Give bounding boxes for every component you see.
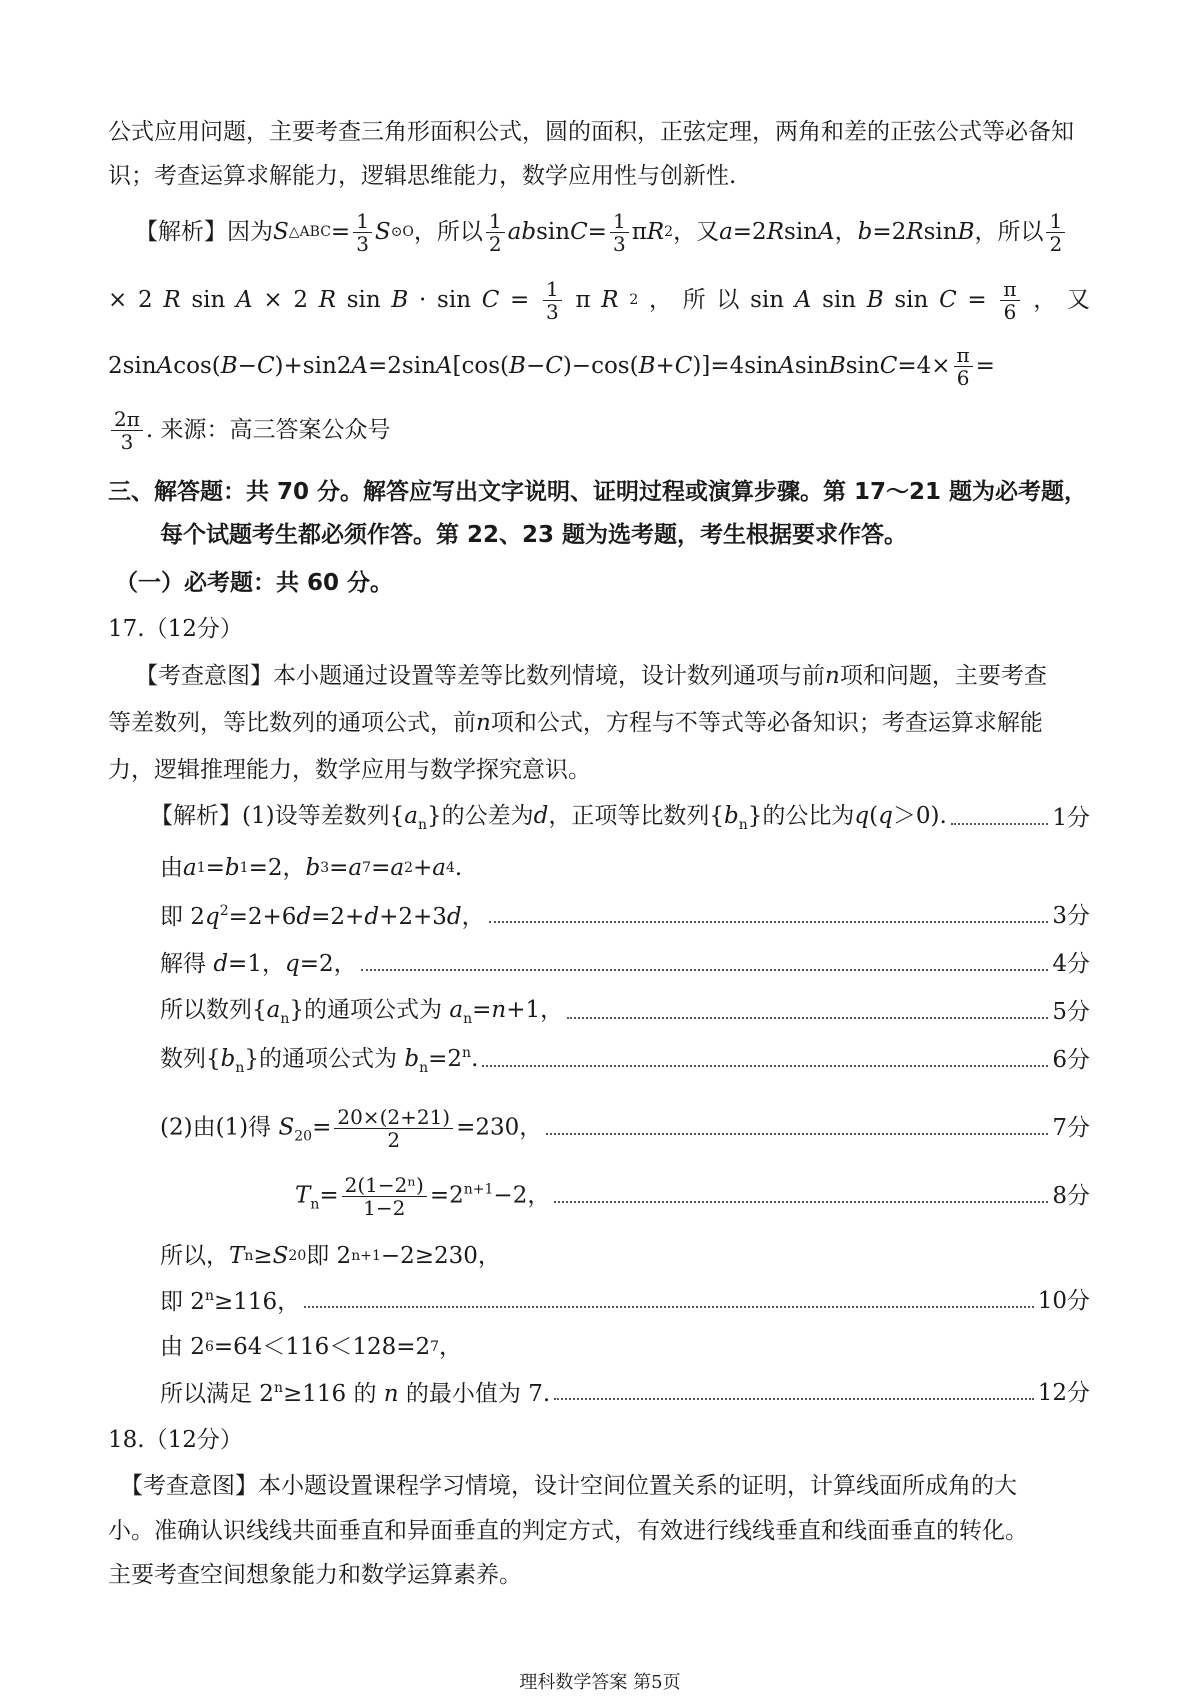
text-line xyxy=(108,402,1090,458)
math-superscript: 2 xyxy=(219,902,229,919)
math-fraction xyxy=(334,1104,453,1152)
text-run: =2+ xyxy=(311,903,365,930)
text-run: π xyxy=(631,218,647,245)
text-run: ， xyxy=(439,1333,463,1360)
math-variable: R xyxy=(318,286,337,313)
math-variable: A xyxy=(236,286,253,313)
math-variable: a xyxy=(404,802,418,829)
fraction-denominator: 6 xyxy=(956,365,970,390)
math-subscript: 20 xyxy=(294,1128,313,1144)
solution-line xyxy=(295,1166,1090,1226)
text-run: sin xyxy=(822,286,857,313)
solution-line xyxy=(160,1098,1090,1158)
math-variable: C xyxy=(256,352,275,379)
math-variable: d xyxy=(364,903,380,930)
line-text xyxy=(160,996,564,1027)
math-variable: b xyxy=(404,1045,420,1072)
text-run: = xyxy=(472,996,492,1023)
score-points: 8分 xyxy=(1052,1182,1090,1209)
math-variable: ab xyxy=(507,218,537,245)
math-fraction xyxy=(486,208,505,256)
text-run: ，又 xyxy=(673,218,720,245)
math-variable: b xyxy=(224,854,240,881)
text-run: = xyxy=(587,218,607,245)
math-superscript: 6 xyxy=(204,1339,214,1355)
dotted-leader xyxy=(567,1017,1048,1019)
text-run: 由 xyxy=(160,854,183,881)
fraction-numerator: 1 xyxy=(1046,211,1065,233)
line-text xyxy=(160,950,357,977)
score-points: 7分 xyxy=(1052,1114,1090,1141)
fraction-numerator: 2π xyxy=(111,409,143,431)
line-text xyxy=(160,904,485,929)
math-variable: d xyxy=(533,802,549,829)
math-variable: b xyxy=(723,802,739,829)
math-fraction xyxy=(353,208,372,256)
text-run: 每个试题考生都必须作答。第 22、23 题为选考题，考生根据要求作答。 xyxy=(160,521,908,548)
text-run: sin xyxy=(784,218,818,245)
math-variable: B xyxy=(957,218,975,245)
text-run: ≥ xyxy=(253,1242,273,1269)
text-run: 所以数列{ xyxy=(160,996,267,1023)
text-run: 等差数列，等比数列的通项公式，前 xyxy=(108,709,476,736)
text-run: )+sin2 xyxy=(274,352,352,379)
math-variable: b xyxy=(857,218,873,245)
math-fraction xyxy=(543,276,562,324)
text-run: =2 xyxy=(732,218,767,245)
text-run: （一）必考题：共 60 分。 xyxy=(115,569,394,596)
math-variable: q xyxy=(284,950,300,977)
fraction-numerator: 1 xyxy=(353,211,372,233)
math-variable: q xyxy=(204,903,220,930)
math-variable: C xyxy=(674,352,693,379)
math-subscript: 1 xyxy=(239,860,249,876)
math-subscript: 3 xyxy=(320,860,330,876)
text-run: =4× xyxy=(897,352,951,379)
text-run: ，所以 xyxy=(413,218,483,245)
math-variable: a xyxy=(719,218,733,245)
math-variable: a xyxy=(183,854,197,881)
math-subscript: n xyxy=(738,816,748,833)
math-variable: A xyxy=(351,352,369,379)
math-subscript: n xyxy=(310,1196,320,1212)
text-run: · xyxy=(419,286,427,313)
math-superscript: n+1 xyxy=(351,1248,381,1264)
text-run: sin xyxy=(794,352,829,379)
math-fraction xyxy=(954,342,973,390)
math-variable: B xyxy=(509,352,526,379)
text-run: = xyxy=(967,286,987,313)
text-line xyxy=(108,112,1090,152)
text-run: . xyxy=(454,854,463,881)
text-line xyxy=(108,156,1090,196)
text-run: 2sin xyxy=(108,352,157,379)
text-run: . xyxy=(471,1045,479,1072)
fraction-numerator: 1 xyxy=(486,211,505,233)
fraction-denominator: 3 xyxy=(356,231,369,256)
line-text xyxy=(295,1172,551,1220)
text-line xyxy=(108,1511,1090,1551)
text-run: sin xyxy=(894,286,929,313)
fraction-numerator: 20×(2+21) xyxy=(334,1107,453,1129)
text-run: }的通项公式为 xyxy=(244,1045,405,1072)
math-subscript: △ABC xyxy=(288,224,331,240)
math-variable: C xyxy=(879,352,898,379)
math-variable: B xyxy=(391,286,409,313)
math-variable: R xyxy=(646,218,665,245)
math-subscript: 2 xyxy=(404,860,413,876)
math-variable: B xyxy=(866,286,884,313)
fraction-numerator: π xyxy=(954,345,973,367)
fraction-denominator: 1−2 xyxy=(363,1195,406,1220)
score-points: 10分 xyxy=(1037,1287,1090,1314)
math-superscript: 7 xyxy=(430,1339,440,1355)
text-run: )−cos( xyxy=(562,352,639,379)
math-variable: q xyxy=(878,802,893,829)
dotted-leader xyxy=(951,823,1049,825)
solution-line xyxy=(160,896,1090,936)
text-run: =2 xyxy=(428,1045,463,1072)
text-run: −2≥230， xyxy=(380,1242,501,1269)
dotted-leader xyxy=(554,1201,1048,1203)
math-subscript: 1 xyxy=(196,860,206,876)
dotted-leader xyxy=(546,1133,1048,1135)
text-run: ，正项等比数列{ xyxy=(548,802,724,829)
text-run: ， xyxy=(1033,286,1057,313)
text-run: 小。准确认识线线共面垂直和异面垂直的判定方式，有效进行线线垂直和线面垂直的转化。 xyxy=(108,1517,1028,1544)
math-variable: B xyxy=(220,352,238,379)
math-fraction xyxy=(342,1172,427,1220)
math-variable: T xyxy=(295,1182,311,1208)
math-subscript: ⊙O xyxy=(390,224,414,240)
math-subscript: n xyxy=(463,1010,473,1027)
text-line xyxy=(108,338,1090,394)
text-run: − xyxy=(525,352,546,379)
text-run: 由 2 xyxy=(160,1333,205,1360)
text-run: 即 2 xyxy=(160,1288,205,1315)
text-run: −2， xyxy=(493,1182,551,1208)
math-subscript: n xyxy=(419,1059,429,1076)
text-run: }的公比为 xyxy=(747,802,855,829)
math-variable: R xyxy=(766,218,785,245)
solution-line xyxy=(160,848,1090,888)
text-run: 【考查意图】本小题通过设置等差等比数列情境，设计数列通项与前 xyxy=(135,662,825,689)
fraction-numerator: 1 xyxy=(543,279,562,301)
text-line xyxy=(120,1466,1090,1506)
text-run: )]=4sin xyxy=(692,352,779,379)
line-text xyxy=(160,1046,478,1075)
math-variable: n xyxy=(491,996,507,1023)
text-run: 【解析】因为 xyxy=(135,218,273,245)
dotted-leader xyxy=(482,1065,1048,1067)
section-heading xyxy=(108,472,1090,512)
text-run: =230， xyxy=(456,1114,543,1140)
score-points: 1分 xyxy=(1052,804,1090,831)
text-run: [cos( xyxy=(452,352,510,379)
text-run: . 来源：高三答案公众号 xyxy=(145,416,391,443)
text-run: =2， xyxy=(248,854,306,881)
math-fraction xyxy=(1000,276,1019,324)
text-run: (2)由(1)得 xyxy=(160,1114,279,1140)
math-superscript: n xyxy=(273,1379,283,1396)
text-run: sin xyxy=(191,286,226,313)
text-run: sin xyxy=(437,286,472,313)
math-variable: C xyxy=(570,218,588,245)
text-line xyxy=(135,204,1090,260)
question-number xyxy=(108,1420,1090,1460)
text-run: 所以满足 2 xyxy=(160,1380,274,1407)
math-variable: a xyxy=(449,996,464,1023)
math-subscript: n xyxy=(417,816,427,833)
math-fraction xyxy=(111,406,143,454)
text-run: = xyxy=(371,854,391,881)
text-run: ≥116， xyxy=(213,1288,301,1315)
solution-line xyxy=(150,798,1090,838)
text-run: ， xyxy=(648,286,672,313)
math-variable: T xyxy=(229,1242,245,1269)
text-run: 项和问题，主要考查 xyxy=(839,662,1047,689)
solution-line xyxy=(160,1236,1090,1276)
text-run: 以 xyxy=(716,286,740,313)
text-run: =2 xyxy=(872,218,907,245)
fraction-denominator: 2 xyxy=(387,1127,401,1152)
dotted-leader xyxy=(554,1398,1034,1400)
text-run: × xyxy=(108,286,128,313)
text-run: + xyxy=(412,854,433,881)
math-superscript: n+1 xyxy=(463,1181,494,1197)
math-variable: a xyxy=(348,854,363,881)
text-run: =1， xyxy=(228,950,285,977)
score-points: 6分 xyxy=(1052,1046,1090,1073)
math-variable: S xyxy=(273,218,289,245)
text-run: = xyxy=(329,854,349,881)
text-run: π xyxy=(575,286,591,313)
text-run: ( xyxy=(869,802,879,829)
text-run: sin xyxy=(536,218,571,245)
text-run: = xyxy=(510,286,530,313)
text-line xyxy=(108,1555,1090,1595)
math-variable: A xyxy=(778,352,795,379)
text-run: 解得 xyxy=(160,950,214,977)
fraction-denominator: 3 xyxy=(612,231,626,256)
score-points: 3分 xyxy=(1052,902,1090,929)
fraction-numerator: 1 xyxy=(610,211,629,233)
text-run: sin xyxy=(923,218,958,245)
math-variable: C xyxy=(939,286,957,313)
math-variable: A xyxy=(435,352,453,379)
text-run: 2 xyxy=(137,286,153,313)
math-variable: A xyxy=(794,286,812,313)
text-run: }的通项公式为 xyxy=(289,996,450,1023)
question-number xyxy=(108,609,1090,649)
text-run: 所 xyxy=(682,286,706,313)
text-run: ， xyxy=(461,903,485,930)
math-subscript: n xyxy=(244,1248,254,1264)
math-superscript: n xyxy=(462,1044,472,1061)
math-variable: d xyxy=(446,903,462,930)
math-superscript: n xyxy=(204,1287,214,1304)
text-run: = xyxy=(975,352,995,379)
text-line xyxy=(108,703,1090,743)
text-line xyxy=(135,656,1090,696)
solution-line xyxy=(160,1327,1090,1367)
math-subscript: n xyxy=(235,1059,245,1076)
math-variable: S xyxy=(272,1242,289,1269)
text-run: = xyxy=(312,1114,332,1140)
text-run: =2+6 xyxy=(228,903,297,930)
text-run: =64＜116＜128=2 xyxy=(213,1333,431,1360)
score-points: 5分 xyxy=(1052,998,1090,1025)
math-variable: a xyxy=(266,996,281,1023)
text-line xyxy=(108,272,1090,328)
fraction-numerator: π xyxy=(1000,279,1019,301)
text-run: =2sin xyxy=(368,352,436,379)
line-text xyxy=(160,1381,550,1406)
math-variable: B xyxy=(638,352,656,379)
fraction-denominator: 2 xyxy=(488,231,502,256)
line-text xyxy=(160,1289,300,1314)
text-run: ＞0). xyxy=(892,802,947,829)
text-run: 18.（12分） xyxy=(108,1426,243,1453)
text-run: =2 xyxy=(429,1182,464,1208)
math-variable: b xyxy=(220,1045,236,1072)
fraction-numerator: 2(1−2ⁿ) xyxy=(342,1175,427,1197)
line-text xyxy=(160,1104,543,1152)
math-variable: n xyxy=(476,709,491,736)
math-subscript: 7 xyxy=(362,860,372,876)
text-run: = xyxy=(205,854,225,881)
fraction-denominator: 6 xyxy=(1003,299,1017,324)
text-run: +2+3 xyxy=(379,903,447,930)
score-points: 4分 xyxy=(1052,950,1090,977)
fraction-denominator: 2 xyxy=(1049,231,1063,256)
text-run: 项和公式，方程与不等式等必备知识；考查运算求解能 xyxy=(490,709,1043,736)
solution-line xyxy=(160,1040,1090,1080)
math-variable: A xyxy=(156,352,174,379)
text-line xyxy=(108,750,1090,790)
text-run: 【解析】(1)设等差数列{ xyxy=(150,802,405,829)
solution-line xyxy=(160,944,1090,984)
text-run: × xyxy=(263,286,283,313)
math-variable: C xyxy=(481,286,500,313)
text-run: =2， xyxy=(299,950,357,977)
text-run: 17.（12分） xyxy=(108,615,243,642)
math-variable: R xyxy=(906,218,924,245)
text-run: +1， xyxy=(506,996,564,1023)
text-run: 即 2 xyxy=(160,903,205,930)
math-variable: S xyxy=(374,218,391,245)
score-points: 12分 xyxy=(1037,1379,1090,1406)
text-run: sin xyxy=(845,352,880,379)
dotted-leader xyxy=(304,1306,1034,1308)
math-variable: R xyxy=(163,286,181,313)
math-variable: S xyxy=(278,1114,295,1140)
math-variable: a xyxy=(432,854,446,881)
text-run: sin xyxy=(750,286,785,313)
text-run: 的最小值为 7. xyxy=(398,1380,551,1407)
math-fraction xyxy=(1046,208,1065,256)
text-run: ，所以 xyxy=(974,218,1044,245)
math-variable: a xyxy=(390,854,405,881)
text-run: }的公差为 xyxy=(426,802,534,829)
math-variable: n xyxy=(825,662,840,689)
text-run: 所以， xyxy=(160,1242,229,1269)
text-run: cos( xyxy=(173,352,221,379)
math-variable: b xyxy=(305,854,321,881)
subsection-heading xyxy=(115,563,1090,603)
math-variable: R xyxy=(601,286,619,313)
text-run: 即 2 xyxy=(306,1242,352,1269)
fraction-denominator: 3 xyxy=(546,299,559,324)
page-footer: 理科数学答案 第5页 xyxy=(519,1672,681,1693)
text-run: 力，逻辑推理能力，数学应用与数学探究意识。 xyxy=(108,756,591,783)
fraction-denominator: 3 xyxy=(120,429,134,454)
math-variable: q xyxy=(854,802,870,829)
text-run: 三、解答题：共 70 分。解答应写出文字说明、证明过程或演算步骤。第 17～21 题为必考题， xyxy=(108,478,1088,505)
text-run: ， xyxy=(834,218,858,245)
text-run: 数列{ xyxy=(160,1045,221,1072)
math-variable: d xyxy=(296,903,312,930)
math-subscript: 20 xyxy=(288,1248,307,1264)
math-variable: d xyxy=(213,950,229,977)
math-variable: B xyxy=(828,352,846,379)
text-run: ≥116 的 xyxy=(282,1380,384,1407)
solution-line xyxy=(160,992,1090,1032)
math-superscript: 2 xyxy=(629,292,639,308)
text-run: 又 xyxy=(1066,286,1090,313)
text-run: 主要考查空间想象能力和数学运算素养。 xyxy=(108,1561,522,1588)
dotted-leader xyxy=(361,969,1049,971)
solution-line xyxy=(160,1373,1090,1413)
math-superscript: 2 xyxy=(664,224,674,240)
text-run: = xyxy=(319,1182,339,1208)
text-run: + xyxy=(655,352,675,379)
text-run: 公式应用问题，主要考查三角形面积公式，圆的面积，正弦定理，两角和差的正弦公式等必备知 xyxy=(108,118,1074,145)
text-run: 2 xyxy=(293,286,308,313)
text-run: 【考查意图】本小题设置课程学习情境，设计空间位置关系的证明，计算线面所成角的大 xyxy=(120,1472,1017,1499)
math-variable: n xyxy=(383,1380,399,1407)
text-run: sin xyxy=(346,286,381,313)
math-variable: C xyxy=(545,352,563,379)
section-heading xyxy=(160,515,1090,555)
line-text xyxy=(150,802,947,833)
math-fraction xyxy=(610,208,629,256)
text-run: = xyxy=(330,218,351,245)
solution-line xyxy=(160,1281,1090,1321)
math-subscript: 4 xyxy=(445,860,455,876)
dotted-leader xyxy=(489,921,1049,923)
text-run: − xyxy=(237,352,257,379)
math-variable: A xyxy=(818,218,835,245)
math-subscript: n xyxy=(280,1010,290,1027)
text-run: 识；考查运算求解能力，逻辑思维能力，数学应用性与创新性. xyxy=(108,162,737,189)
